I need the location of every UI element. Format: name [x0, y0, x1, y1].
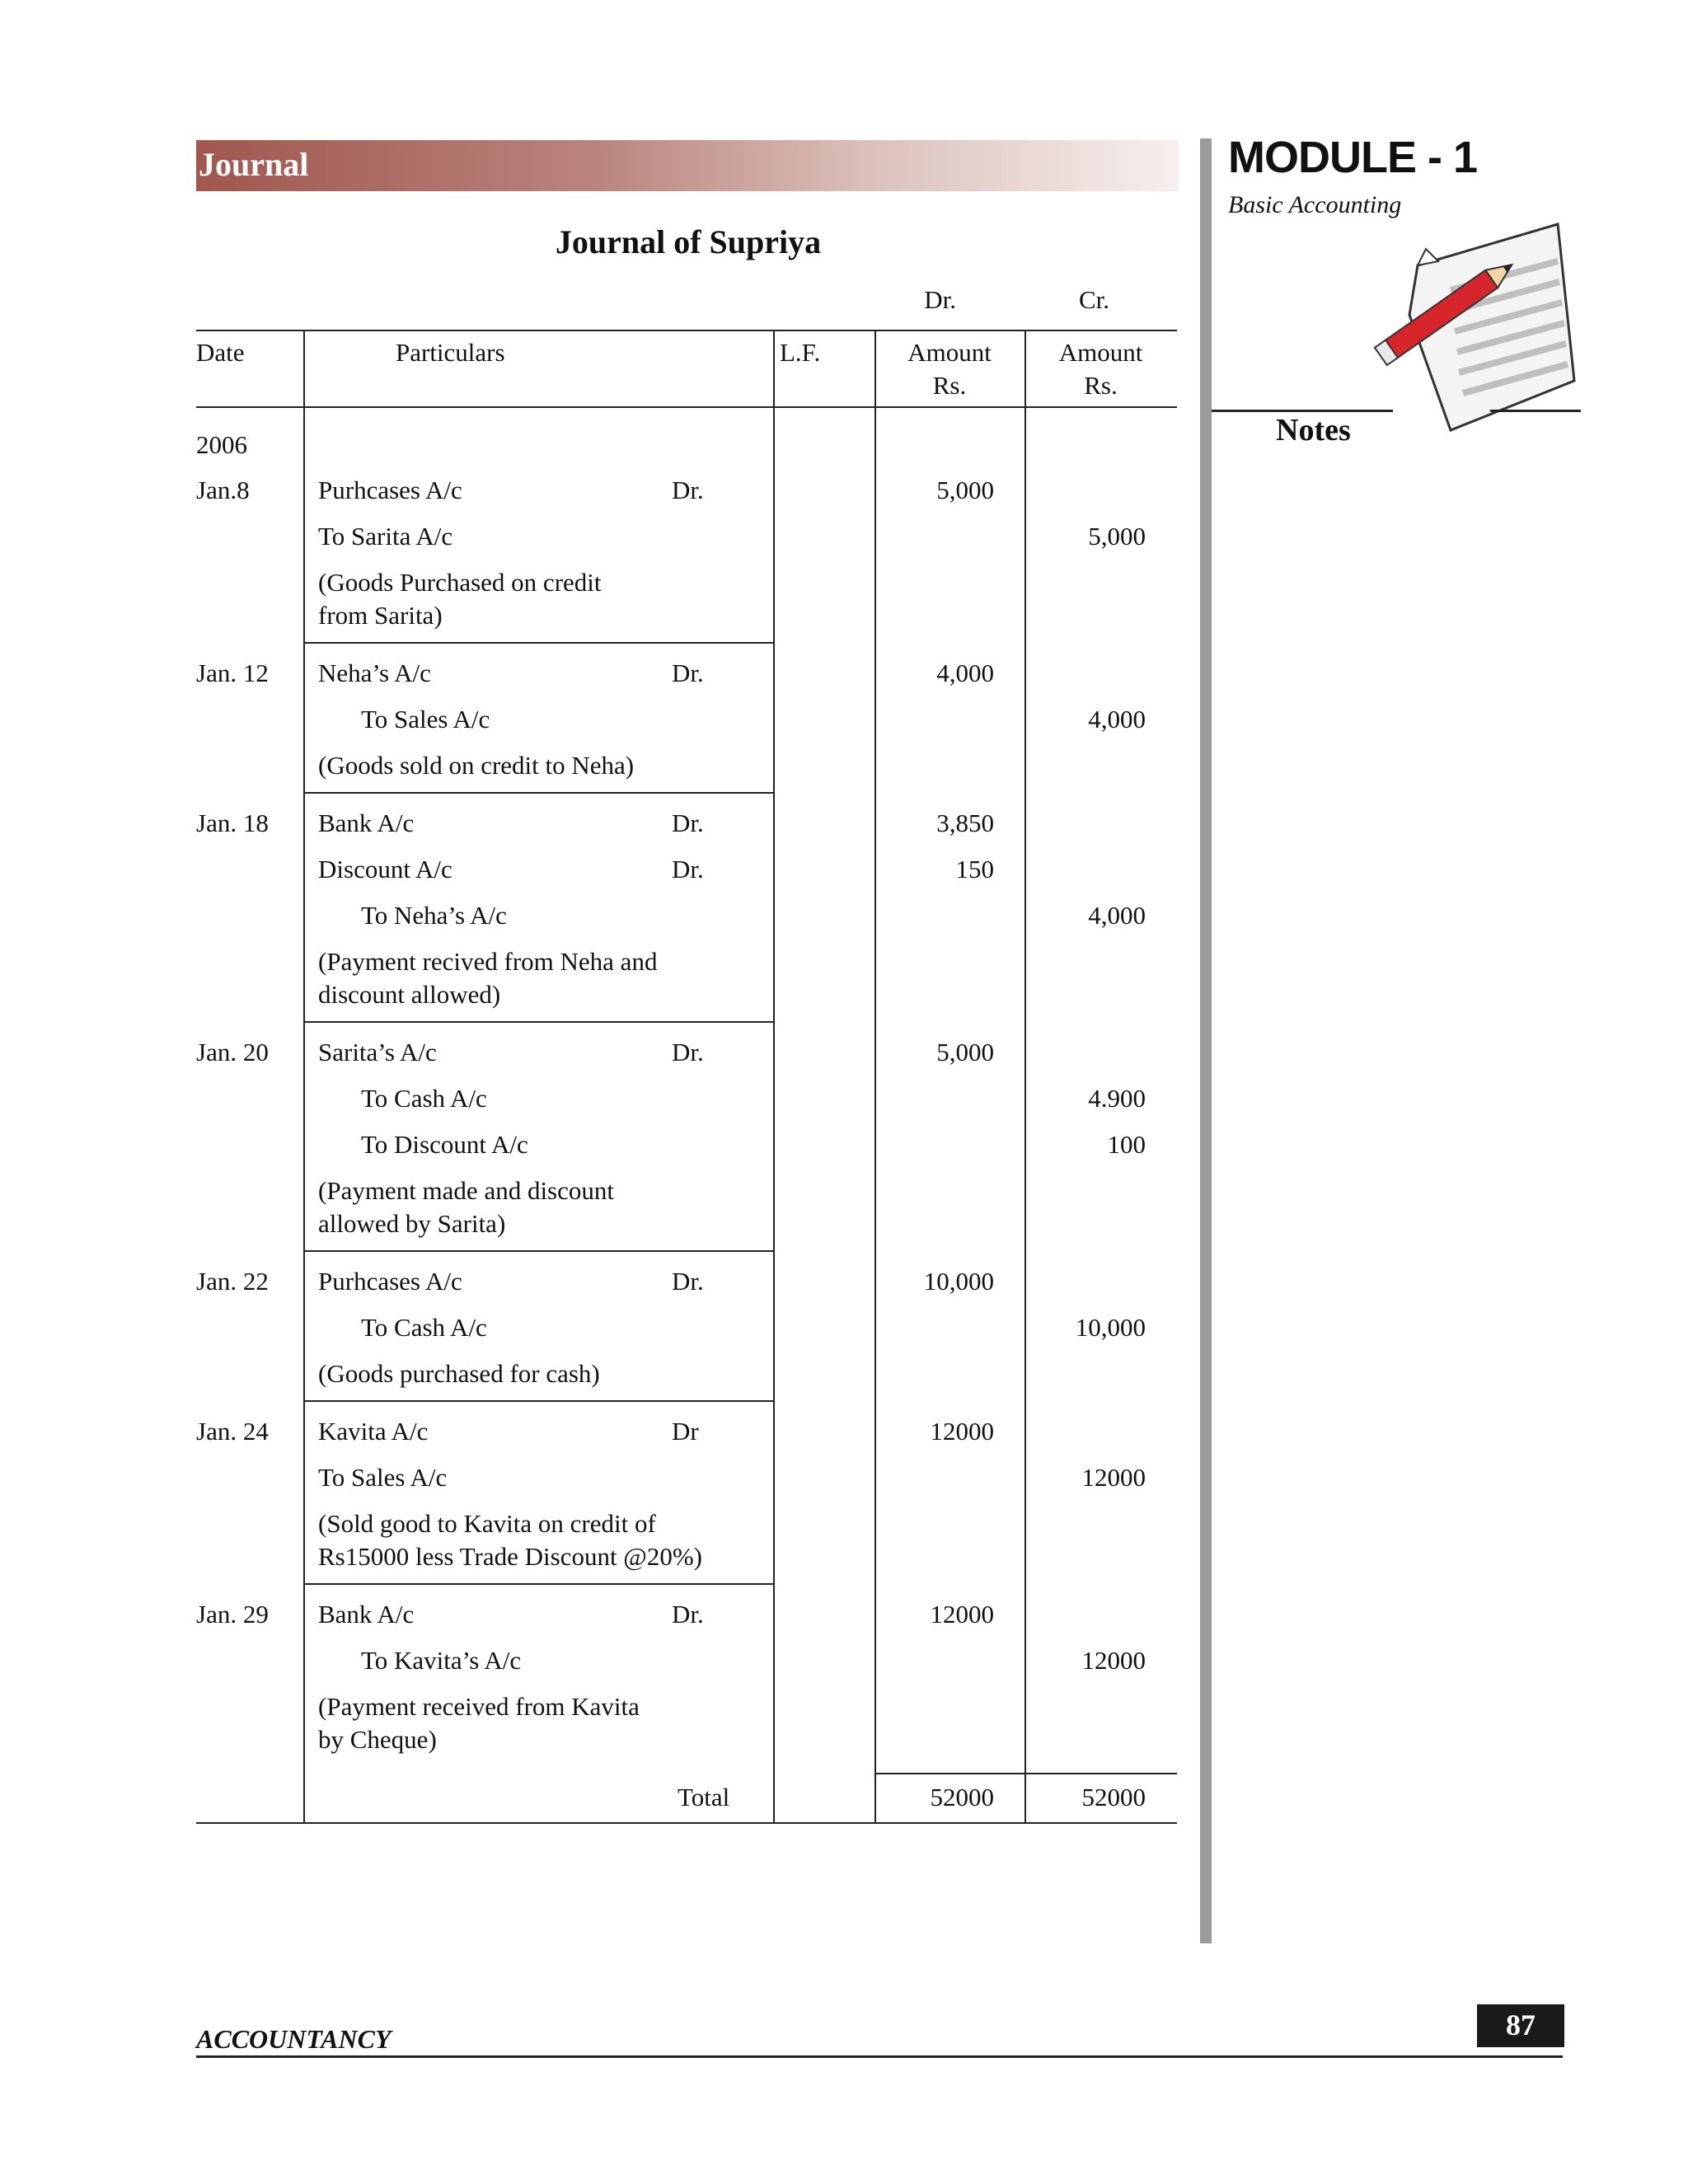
journal-year: 2006: [196, 430, 247, 459]
entry-account: To Sales A/c: [318, 1463, 448, 1492]
entry-account: Purhcases A/c: [318, 476, 462, 504]
entry-separator: [303, 1400, 773, 1402]
particulars-divider: [773, 330, 775, 1822]
table-bottom-rule: [196, 1822, 1177, 1824]
column-header-date: Date: [196, 338, 245, 367]
entry-amount-dr: 10,000: [923, 1267, 994, 1296]
total-amount-cr: 52000: [1081, 1783, 1146, 1811]
entry-date: Jan. 20: [196, 1038, 269, 1066]
entry-separator: [303, 1250, 773, 1252]
footer-rule: [196, 2055, 1563, 2058]
entry-dr-mark: Dr: [672, 1417, 699, 1446]
entry-amount-cr: 4,000: [1088, 705, 1146, 733]
entry-dr-mark: Dr.: [672, 855, 704, 883]
entry-narration: (Sold good to Kavita on credit of: [318, 1509, 656, 1538]
entry-narration: discount allowed): [318, 980, 501, 1009]
entry-separator: [303, 642, 773, 644]
entry-amount-cr: 10,000: [1075, 1313, 1146, 1342]
entry-narration: (Payment recived from Neha and: [318, 947, 658, 976]
column-header-particulars: Particulars: [396, 338, 505, 367]
total-label: Total: [678, 1783, 730, 1811]
entry-account: Bank A/c: [318, 808, 415, 837]
entry-account: Kavita A/c: [318, 1417, 429, 1446]
entry-separator: [303, 792, 773, 794]
entry-account: To Cash A/c: [361, 1313, 487, 1342]
entry-narration: by Cheque): [318, 1725, 437, 1754]
entry-date: Jan. 24: [196, 1417, 269, 1446]
lf-divider: [874, 330, 876, 1822]
footer-subject: ACCOUNTANCY: [196, 2024, 392, 2054]
entry-account: Discount A/c: [318, 855, 452, 883]
entry-account: To Discount A/c: [361, 1130, 528, 1159]
entry-dr-mark: Dr.: [672, 808, 704, 837]
date-divider: [303, 330, 305, 1822]
notes-label: Notes: [1276, 413, 1351, 448]
entry-account: To Cash A/c: [361, 1084, 487, 1113]
entry-narration: (Payment received from Kavita: [318, 1692, 640, 1721]
sidebar-divider: [1200, 138, 1212, 1943]
entry-date: Jan.8: [196, 476, 250, 504]
entry-narration: Rs15000 less Trade Discount @20%): [318, 1542, 702, 1571]
total-amount-dr: 52000: [930, 1783, 994, 1811]
entry-narration: (Goods purchased for cash): [318, 1359, 600, 1388]
column-header-amount-dr-line: Amount: [907, 338, 992, 367]
entry-amount-dr: 5,000: [936, 1038, 994, 1066]
entry-amount-cr: 12000: [1081, 1463, 1146, 1492]
entry-dr-mark: Dr.: [672, 1267, 704, 1296]
section-title: Journal: [199, 146, 309, 183]
entry-account: Neha’s A/c: [318, 658, 431, 687]
column-header-lf: L.F.: [780, 338, 821, 367]
entry-amount-dr: 12000: [930, 1417, 994, 1446]
journal-title: Journal of Supriya: [555, 223, 822, 260]
cr-label: Cr.: [1078, 285, 1109, 314]
entry-account: Purhcases A/c: [318, 1267, 462, 1296]
entry-date: Jan. 12: [196, 658, 269, 687]
entry-account: To Neha’s A/c: [361, 901, 507, 930]
entry-narration: allowed by Sarita): [318, 1209, 506, 1238]
entry-narration: (Payment made and discount: [318, 1176, 614, 1205]
entry-amount-cr: 12000: [1081, 1646, 1146, 1675]
entry-account: Sarita’s A/c: [318, 1038, 437, 1066]
table-header-top-rule: [196, 330, 1177, 331]
entry-date: Jan. 18: [196, 808, 269, 837]
entry-amount-cr: 4.900: [1088, 1084, 1146, 1113]
entry-narration: from Sarita): [318, 601, 443, 630]
entry-amount-dr: 150: [955, 855, 994, 883]
notes-rule-right: [1490, 410, 1581, 412]
section-band: [196, 140, 1179, 191]
page-number: 87: [1477, 2004, 1564, 2047]
column-header-amount-cr-line: Rs.: [1084, 371, 1118, 400]
entry-account: To Kavita’s A/c: [361, 1646, 522, 1675]
entry-amount-dr: 4,000: [936, 658, 994, 687]
entry-account: To Sales A/c: [361, 705, 490, 733]
entry-narration: (Goods sold on credit to Neha): [318, 751, 635, 780]
entry-separator: [303, 1583, 773, 1585]
entry-amount-dr: 3,850: [936, 808, 994, 837]
entry-dr-mark: Dr.: [672, 476, 704, 504]
column-header-amount-dr: [874, 336, 1025, 402]
module-subtitle: Basic Accounting: [1228, 191, 1402, 218]
entry-account: Bank A/c: [318, 1600, 415, 1629]
table-header-bottom-rule: [196, 406, 1177, 408]
entry-narration: (Goods Purchased on credit: [318, 568, 602, 597]
entry-amount-cr: 100: [1107, 1130, 1146, 1159]
dr-label: Dr.: [924, 285, 956, 314]
notepad-pencil-icon: [1360, 216, 1582, 455]
entry-dr-mark: Dr.: [672, 658, 704, 687]
column-header-amount-cr: [1025, 336, 1177, 402]
entry-dr-mark: Dr.: [672, 1038, 704, 1066]
entry-date: Jan. 22: [196, 1267, 269, 1296]
entry-amount-dr: 5,000: [936, 476, 994, 504]
column-header-amount-dr-line: Rs.: [932, 371, 967, 400]
entry-separator: [303, 1021, 773, 1023]
entry-amount-cr: 4,000: [1088, 901, 1146, 930]
entry-date: Jan. 29: [196, 1600, 269, 1629]
entry-dr-mark: Dr.: [672, 1600, 704, 1629]
entry-account: To Sarita A/c: [318, 522, 453, 551]
module-title: MODULE - 1: [1228, 133, 1478, 182]
amount-divider: [1025, 330, 1026, 1822]
column-header-amount-cr-line: Amount: [1058, 338, 1143, 367]
entry-amount-dr: 12000: [930, 1600, 994, 1629]
entry-amount-cr: 5,000: [1088, 522, 1146, 551]
